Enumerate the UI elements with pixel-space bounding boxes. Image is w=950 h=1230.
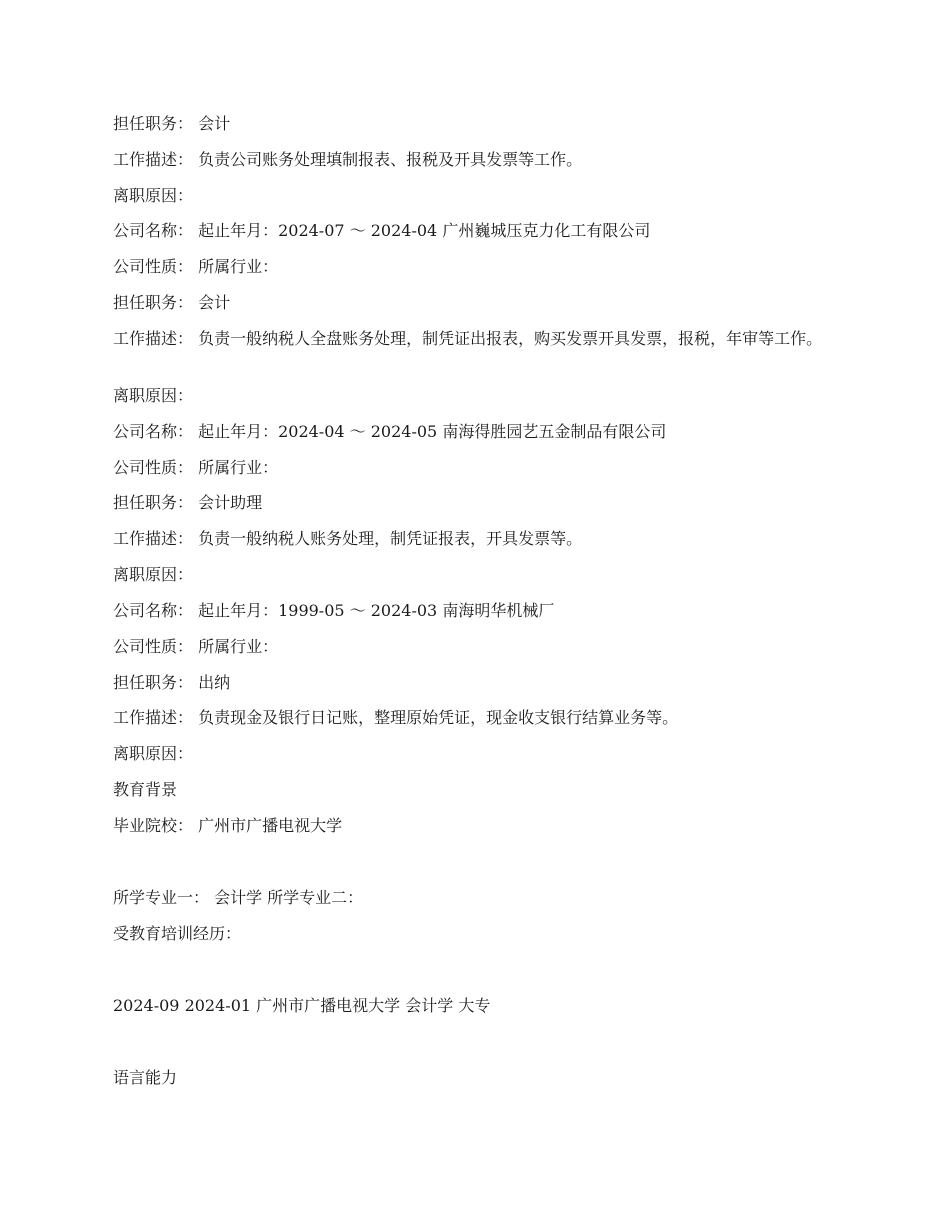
leave-reason-line-4: 离职原因： [113, 744, 194, 763]
position-line-3: 担任职务： 会计助理 [113, 493, 263, 512]
leave-reason-line-3: 离职原因： [113, 565, 194, 584]
company-line-2: 公司名称： 起止年月：2024-07 ～ 2024-04 广州巍城压克力化工有限公司 [113, 221, 651, 240]
language-heading: 语言能力 [113, 1068, 178, 1087]
education-heading: 教育背景 [113, 780, 178, 799]
company-nature-line-4: 公司性质： 所属行业： [113, 637, 279, 656]
company-line-3: 公司名称： 起止年月：2024-04 ～ 2024-05 南海得胜园艺五金制品有限公司 [113, 422, 667, 441]
training-heading: 受教育培训经历： [113, 924, 242, 943]
position-line-1: 担任职务： 会计 [113, 114, 231, 133]
company-line-4: 公司名称： 起止年月：1999-05 ～ 2024-03 南海明华机械厂 [113, 601, 555, 620]
position-line-2: 担任职务： 会计 [113, 293, 231, 312]
company-nature-line-2: 公司性质： 所属行业： [113, 257, 279, 276]
leave-reason-line-2: 离职原因： [113, 386, 194, 405]
major-line: 所学专业一： 会计学 所学专业二： [113, 888, 364, 907]
job-description-line-3: 工作描述： 负责一般纳税人账务处理，制凭证报表，开具发票等。 [113, 529, 583, 548]
job-description-line-1: 工作描述： 负责公司账务处理填制报表、报税及开具发票等工作。 [113, 150, 583, 169]
position-line-4: 担任职务： 出纳 [113, 673, 231, 692]
job-description-line-4: 工作描述： 负责现金及银行日记账，整理原始凭证，现金收支银行结算业务等。 [113, 708, 679, 727]
job-description-line-2: 工作描述： 负责一般纳税人全盘账务处理，制凭证出报表，购买发票开具发票，报税，年审等工作。 [113, 329, 823, 348]
company-nature-line-3: 公司性质： 所属行业： [113, 458, 279, 477]
school-line: 毕业院校： 广州市广播电视大学 [113, 816, 343, 835]
leave-reason-line-1: 离职原因： [113, 186, 194, 205]
education-record-line: 2024-09 2024-01 广州市广播电视大学 会计学 大专 [113, 996, 491, 1015]
